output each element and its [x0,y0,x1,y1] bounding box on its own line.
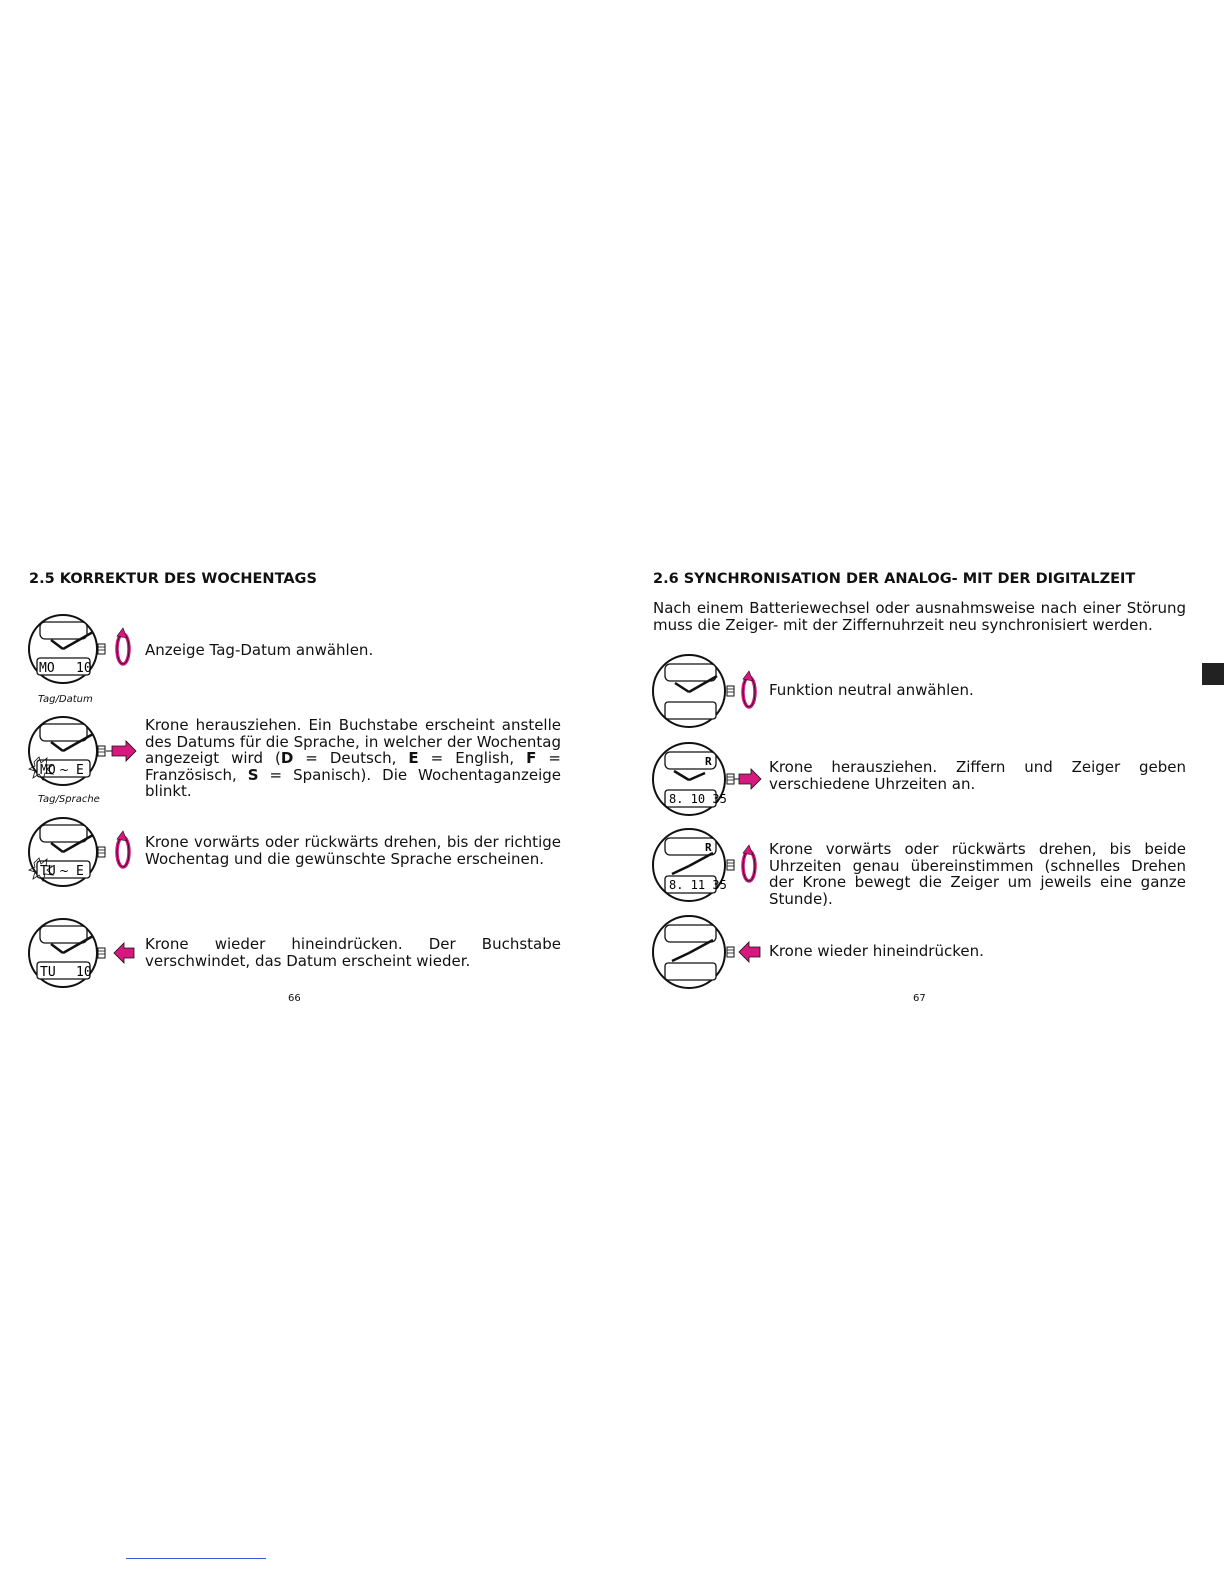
crown-pull-arrow-icon [106,741,136,761]
right-section-heading: 2.6 SYNCHRONISATION DER ANALOG- MIT DER DIGITALZEIT [653,571,1136,587]
crown-push-arrow-icon [739,942,760,962]
watch-figure-adjust [650,826,765,904]
right-step-1-text: Funktion neutral anwählen. [769,681,974,699]
step-2-text: Krone herausziehen. Ein Buchstabe erscheint anstelle des Datums für die Sprache, in welcher der Wochentag angezeigt wird (D = Deutsch, E = English, F = Französisch, S = Spanisch). Die Wochentaganzeige blinkt. [145,716,561,800]
watch-figure-tag-sprache [26,714,141,788]
watch-figure-neutral [650,654,765,728]
right-step-2-text: Krone herausziehen. Ziffern und Zeiger geben verschiedene Uhrzeiten an. [769,758,1186,793]
right-step-4-text: Krone wieder hineindrücken. [769,942,984,960]
svg-text:~: ~ [59,864,70,878]
right-step-3-text: Krone vorwärts oder rückwärts drehen, bis beide Uhrzeiten genau übereinstimmen (schnelles Drehen der Krone bewegt die Zeiger um jeweils eine ganze Stunde). [769,840,1186,908]
crown-pull-arrow-icon [734,769,761,789]
page-number-left: 66 [288,993,301,1004]
crown-rotate-icon [743,671,755,707]
lcd-day: TU [40,864,56,879]
indicator-r: R [705,841,712,854]
step-3-text: Krone vorwärts oder rückwärts drehen, bis der richtige Wochentag und die gewünschte Sprache erscheinen. [145,833,561,868]
lcd-time: 8. 10 35 [669,792,727,806]
lcd-day: MO [39,661,55,676]
intro-text: Nach einem Batteriewechsel oder ausnahmsweise nach einer Störung muss die Zeiger- mit der Ziffernuhrzeit neu synchronisiert werden. [653,599,1186,634]
step-4-text: Krone wieder hineindrücken. Der Buchstabe verschwindet, das Datum erscheint wieder. [145,935,561,970]
caption-tag-sprache: Tag/Sprache [38,794,100,805]
caption-tag-datum: Tag/Datum [38,694,93,705]
crown-rotate-icon [117,628,129,664]
lcd-language: E [76,763,84,778]
watch-figure-step-3 [26,815,141,889]
watch-figure-step-4 [26,916,141,990]
watch-figure-pushed [650,913,765,991]
step-1-text: Anzeige Tag-Datum anwählen. [145,641,374,659]
thumb-index-tab [1202,663,1224,685]
lcd-day: MO [40,763,56,778]
watch-figure-tag-datum [26,614,141,684]
svg-text:~: ~ [59,763,70,777]
footer-line [126,1558,266,1559]
crown-rotate-icon [743,845,755,881]
lcd-day: TU [40,965,56,980]
lcd-time: 8. 11 35 [669,878,727,892]
lcd-date: 10 [76,965,92,980]
watch-figure-pulled [650,740,765,818]
lcd-language: E [76,864,84,879]
crown-push-arrow-icon [114,943,134,963]
crown-rotate-icon [117,831,129,867]
left-section-heading: 2.5 KORREKTUR DES WOCHENTAGS [29,571,317,587]
indicator-r: R [705,755,712,768]
page-number-right: 67 [913,993,926,1004]
lcd-date: 10 [76,661,92,676]
